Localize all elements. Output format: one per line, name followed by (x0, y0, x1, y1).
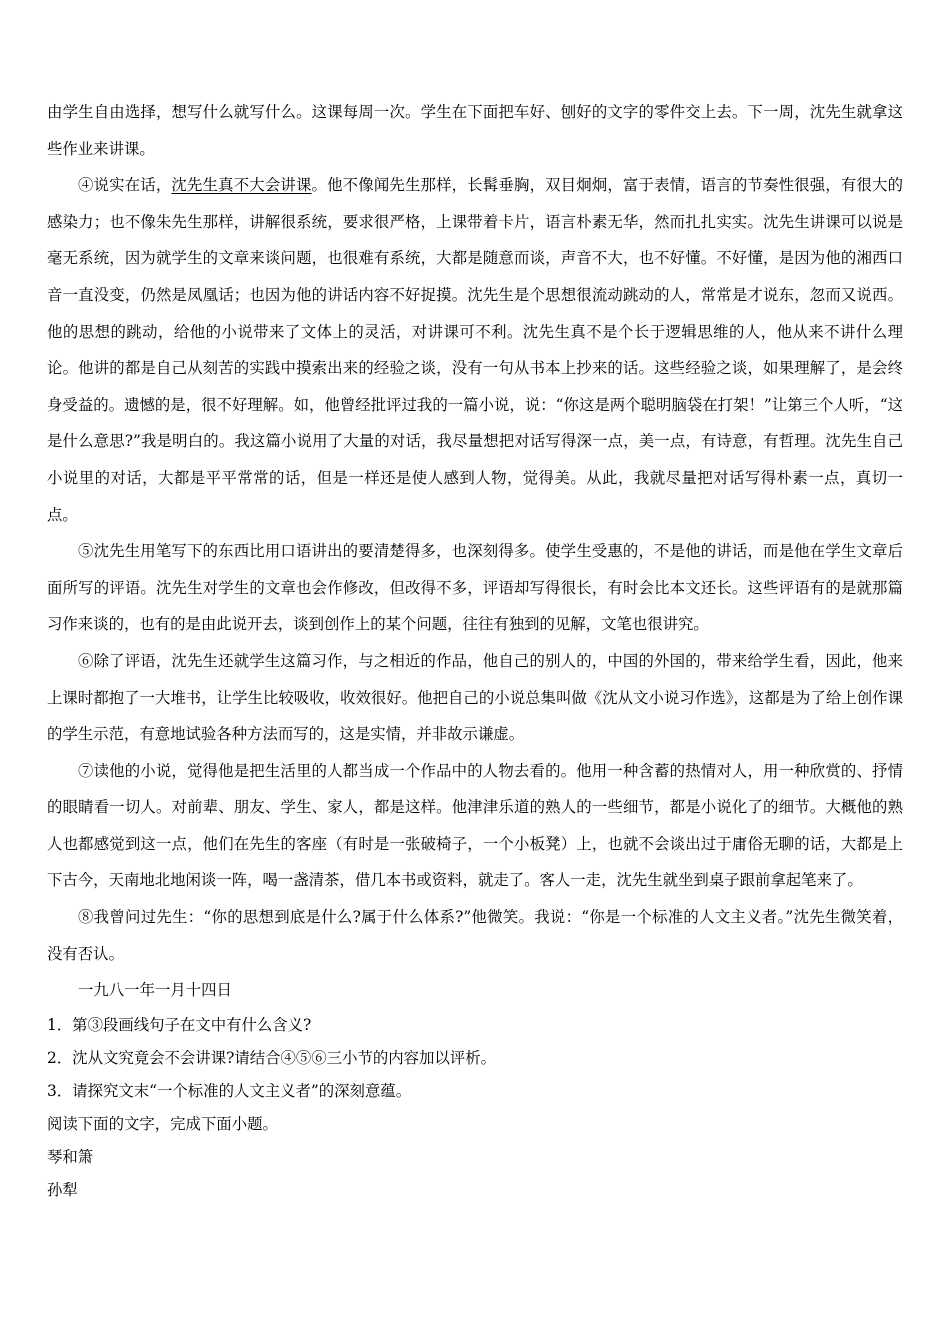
paragraph-continuation: 由学生自由选择，想写什么就写什么。这课每周一次。学生在下面把车好、刨好的文字的零件交上去。下一周，沈先生就拿这些作业来讲课。 (47, 103, 903, 158)
paragraph-4-body: 。他不像闻先生那样，长髯垂胸，双目炯炯，富于表情，语言的节奏性很强，有很大的感染力；也不像朱先生那样，讲解很系统，要求很严格，上课带着卡片，语言朴素无华，然而扎扎实实。沈先生讲课可以说是毫无系统，因为就学生的文章来谈问题，也很难有系统，大都是随意而谈，声音不大，也不好懂。不好懂，是因为他的湘西口音一直没变，仍然是凤凰话；也因为他的讲话内容不好捉摸。沈先生是个思想很流动跳动的人，常常是才说东，忽而又说西。他的思想的跳动，给他的小说带来了文体上的灵活，对讲课可不利。沈先生真不是个长于逻辑思维的人，他从来不讲什么理论。他讲的都是自己从刻苦的实践中摸索出来的经验之谈，没有一句从书本上抄来的话。这些经验之谈，如果理解了，是会终身受益的。遗憾的是，很不好理解。如，他曾经批评过我的一篇小说，说：“你这是两个聪明脑袋在打架！”让第三个人听，“这是什么意思?”我是明白的。我这篇小说用了大量的对话，我尽量想把对话写得深一点，美一点，有诗意，有哲理。沈先生自己小说里的对话，大都是平平常常的话，但是一样还是使人感到人物，觉得美。从此，我就尽量把对话写得朴素一点，真切一点。 (47, 176, 903, 524)
article-date: 一九八一年一月十四日 (78, 981, 232, 1000)
paragraph-8: ⑧我曾问过先生：“你的思想到底是什么?属于什么体系?”他微笑。我说：“你是一个标准的人文主义者。”沈先生微笑着，没有否认。 (47, 908, 903, 963)
paragraph-4 (47, 167, 903, 533)
paragraph-6: ⑥除了评语，沈先生还就学生这篇习作，与之相近的作品，他自己的别人的，中国的外国的，带来给学生看，因此，他来上课时都抱了一大堆书，让学生比较吸收，收效很好。他把自己的小说总集叫做《沈从文小说习作选》，这都是为了给上创作课的学生示范，有意地试验各种方法而写的，这是实情，并非故示谦虚。 (47, 651, 903, 744)
underlined-sentence: 沈先生真不大会讲课 (171, 176, 312, 195)
paragraph-7: ⑦读他的小说，觉得他是把生活里的人都当成一个作品中的人物去看的。他用一种含蓄的热情对人，用一种欣赏的、抒情的眼睛看一切人。对前辈、朋友、学生、家人，都是这样。他津津乐道的熟人的一些细节，都是小说化了的细节。大概他的熟人也都感觉到这一点，他们在先生的客座（有时是一张破椅子，一个小板凳）上，也就不会谈出过于庸俗无聊的话，大都是上下古今，天南地北地闲谈一阵，喝一盏清茶，借几本书或资料，就走了。客人一走，沈先生就坐到桌子跟前拿起笔来了。 (47, 761, 903, 890)
question-1: 1．第③段画线句子在文中有什么含义? (47, 1015, 312, 1034)
question-2: 2．沈从文究竟会不会讲课?请结合④⑤⑥三小节的内容加以评析。 (47, 1048, 496, 1067)
reading-instruction: 阅读下面的文字，完成下面小题。 (47, 1114, 278, 1133)
document-page (47, 94, 903, 1207)
article-title: 琴和箫 (47, 1147, 94, 1166)
paragraph-4-lead: ④说实在话， (78, 176, 172, 195)
paragraph-5: ⑤沈先生用笔写下的东西比用口语讲出的要清楚得多，也深刻得多。使学生受惠的，不是他的讲话，而是他在学生文章后面所写的评语。沈先生对学生的文章也会作修改，但改得不多，评语却写得很长，有时会比本文还长。这些评语有的是就那篇习作来谈的，也有的是由此说开去，谈到创作上的某个问题，往往有独到的见解，文笔也很讲究。 (47, 542, 903, 634)
article-author: 孙犁 (47, 1180, 78, 1199)
question-3: 3．请探究文末“一个标准的人文主义者”的深刻意蕴。 (47, 1081, 412, 1100)
